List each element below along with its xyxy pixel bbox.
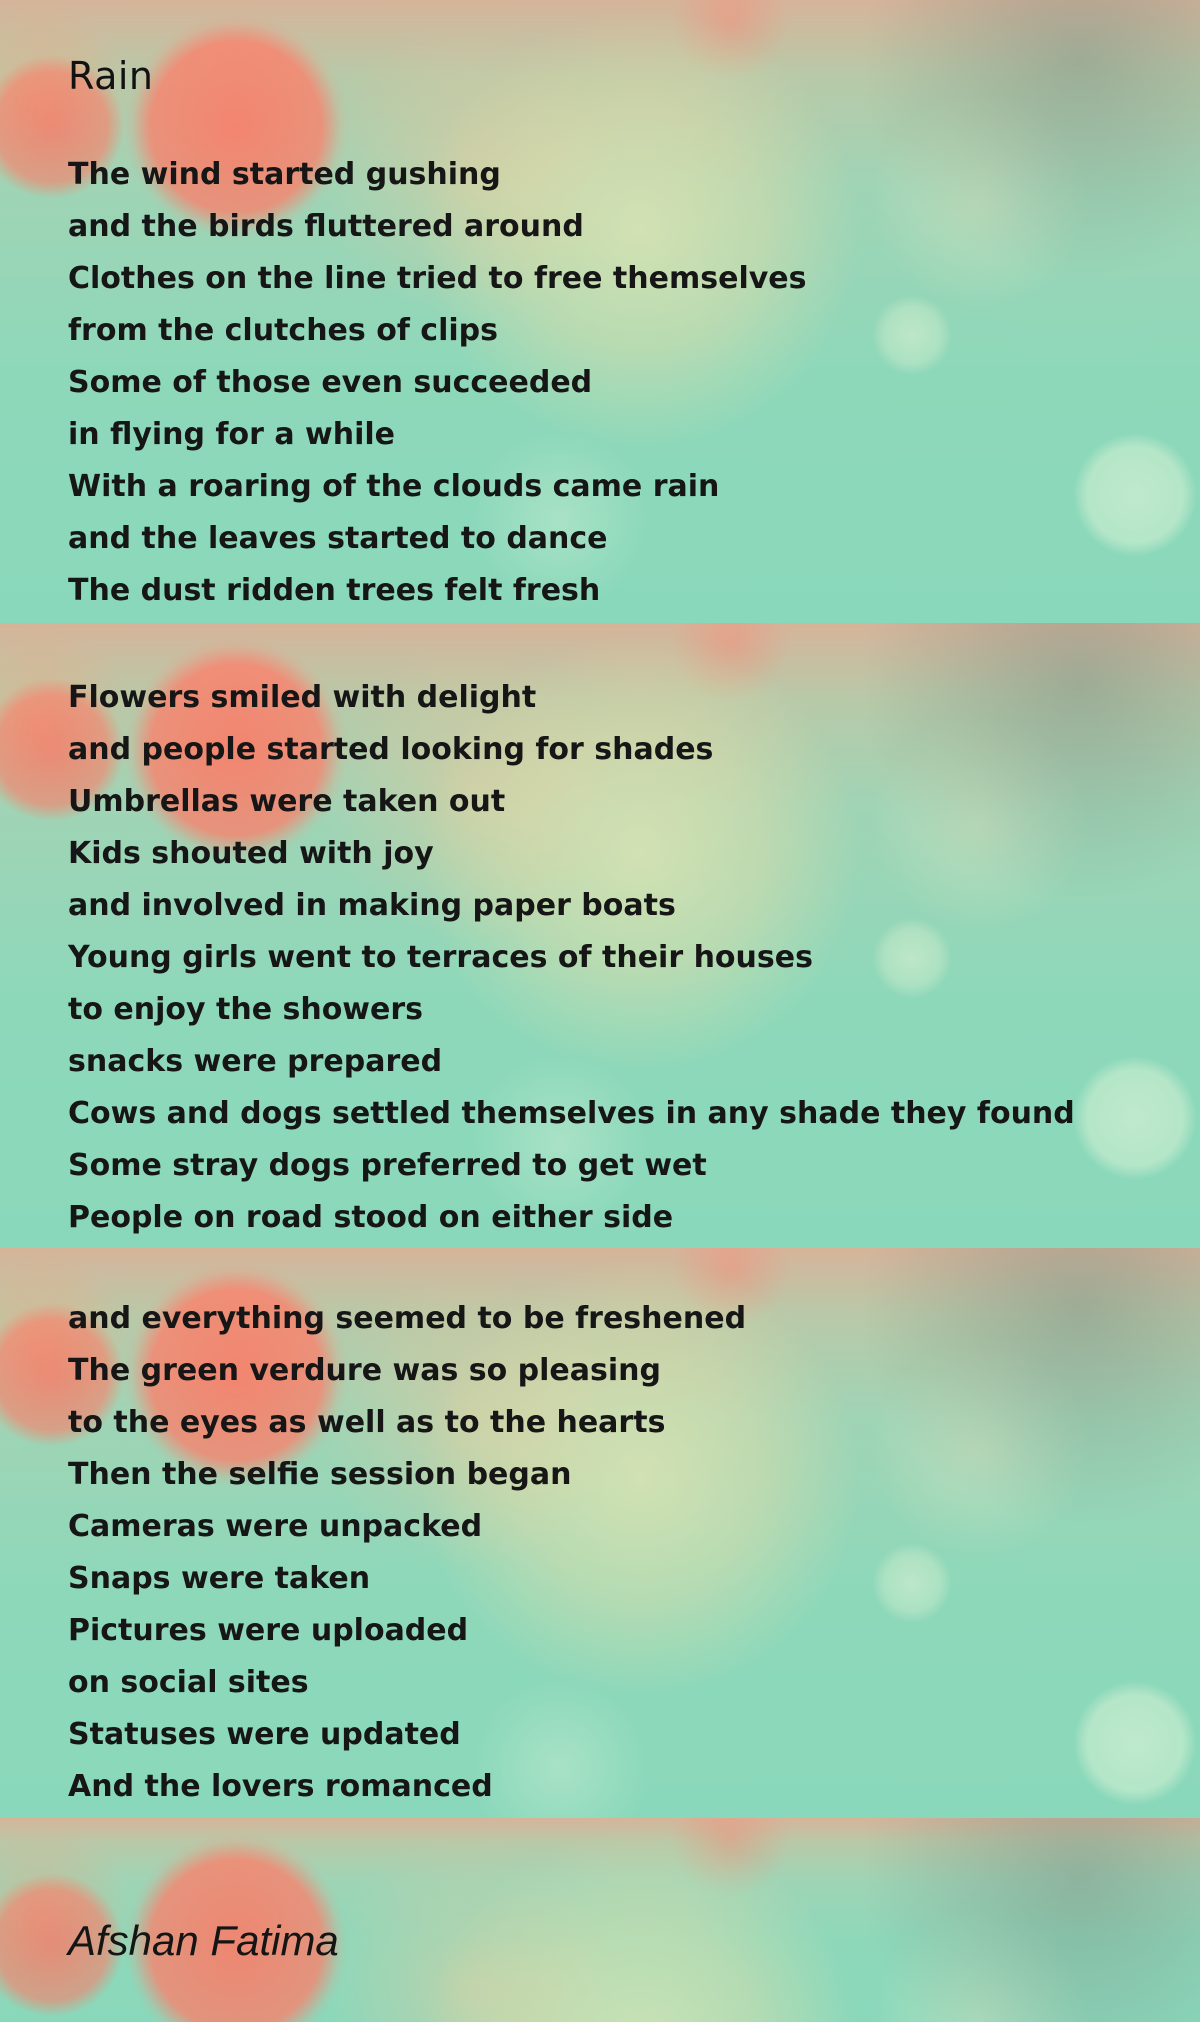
poem-line: People on road stood on either side bbox=[68, 1200, 674, 1235]
poem-line: Some stray dogs preferred to get wet bbox=[68, 1148, 707, 1183]
poem-line: Then the selfie session began bbox=[68, 1457, 572, 1492]
poem-title: Rain bbox=[68, 54, 154, 98]
poem-line: and everything seemed to be freshened bbox=[68, 1301, 747, 1336]
poem-line: Umbrellas were taken out bbox=[68, 784, 506, 819]
poem-line: and the birds fluttered around bbox=[68, 209, 584, 244]
poem-line: snacks were prepared bbox=[68, 1044, 443, 1079]
poem-line: Kids shouted with joy bbox=[68, 836, 434, 871]
poem-line: With a roaring of the clouds came rain bbox=[68, 469, 720, 504]
poem-line: Pictures were uploaded bbox=[68, 1613, 469, 1648]
stanza-1 bbox=[68, 149, 807, 617]
poem-line: Cows and dogs settled themselves in any shade they found bbox=[68, 1096, 1075, 1131]
author-name: Afshan Fatima bbox=[68, 1917, 339, 1964]
author-panel bbox=[0, 1818, 1200, 2022]
poem-line: Clothes on the line tried to free themselves bbox=[68, 261, 807, 296]
poem-panel-3 bbox=[0, 1248, 1200, 1818]
poem-panel-1 bbox=[0, 0, 1200, 623]
poem-line: And the lovers romanced bbox=[68, 1769, 493, 1804]
stanza-2 bbox=[68, 672, 1075, 1244]
poem-line: and the leaves started to dance bbox=[68, 521, 608, 556]
poem-line: Snaps were taken bbox=[68, 1561, 371, 1596]
poem-line: Flowers smiled with delight bbox=[68, 680, 537, 715]
poem-line: The wind started gushing bbox=[68, 157, 501, 192]
poem-panel-2 bbox=[0, 623, 1200, 1248]
poem-line: in flying for a while bbox=[68, 417, 396, 452]
poem-line: to enjoy the showers bbox=[68, 992, 424, 1027]
stanza-3 bbox=[68, 1293, 746, 1813]
poem-line: Cameras were unpacked bbox=[68, 1509, 483, 1544]
poem-line: from the clutches of clips bbox=[68, 313, 498, 348]
poem-line: and involved in making paper boats bbox=[68, 888, 676, 923]
poem-line: to the eyes as well as to the hearts bbox=[68, 1405, 666, 1440]
poem-line: Some of those even succeeded bbox=[68, 365, 593, 400]
poem-line: The dust ridden trees felt fresh bbox=[68, 573, 601, 608]
poem-line: on social sites bbox=[68, 1665, 309, 1700]
poem-line: Statuses were updated bbox=[68, 1717, 461, 1752]
poem-line: Young girls went to terraces of their houses bbox=[68, 940, 813, 975]
poem-line: and people started looking for shades bbox=[68, 732, 714, 767]
poem-line: The green verdure was so pleasing bbox=[68, 1353, 661, 1388]
